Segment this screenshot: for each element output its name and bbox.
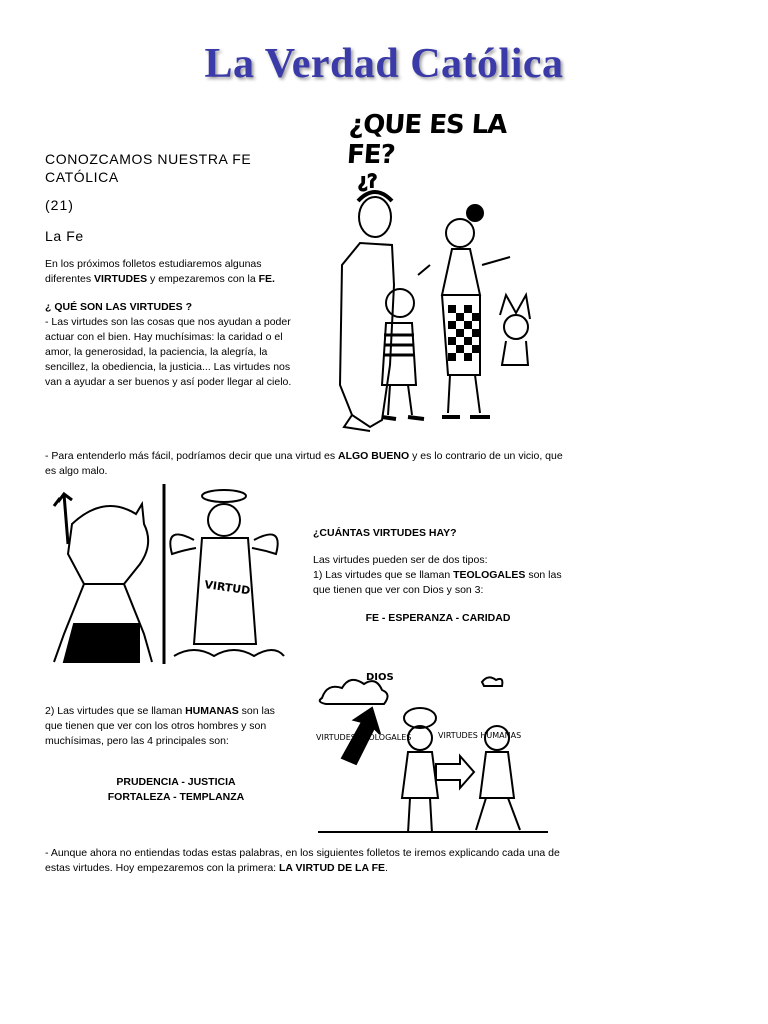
teologales-bold: TEOLOGALES: [453, 569, 526, 581]
section-heading: CONOZCAMOS NUESTRA FE CATÓLICA: [45, 151, 252, 185]
page-title: La Verdad Católica: [204, 41, 564, 87]
closing-paragraph: [45, 846, 565, 876]
line2-text-2: son las que tienen que ver con Dios y son 3:: [313, 569, 562, 596]
illustration-caption: ¿QUE ES LA FE?: [345, 110, 508, 170]
dios-label: DIOS: [366, 672, 394, 683]
intro-text-2: y empezaremos con la: [147, 273, 259, 285]
humanas-label: VIRTUDES HUMANAS: [438, 731, 522, 740]
closing-bold: LA VIRTUD DE LA FE: [279, 862, 385, 874]
easier-paragraph: [45, 449, 565, 479]
virtues-types-illustration: [312, 668, 552, 838]
easier-text: - Para entenderlo más fácil, podríamos decir que una virtud es: [45, 450, 338, 462]
closing-text: - Aunque ahora no entiendas todas estas palabras, en los siguientes folletos te iremos explicando cada una de estas virtudes. Hoy empezaremos con la primera:: [45, 847, 560, 874]
intro-text: En los próximos folletos estudiaremos algunas diferentes: [45, 258, 262, 285]
closing-period: .: [385, 862, 388, 874]
question-what-virtues: ¿ QUÉ SON LAS VIRTUDES ?: [45, 301, 193, 313]
teologales-label: VIRTUDES TEOLOGALES: [316, 733, 412, 742]
question-how-many: ¿CUÁNTAS VIRTUDES HAY?: [313, 527, 457, 539]
question-faith-illustration: [330, 165, 550, 440]
intro-paragraph: [45, 257, 295, 287]
line2-text: 1) Las virtudes que se llaman: [313, 569, 454, 581]
humanas-bold: HUMANAS: [185, 705, 239, 717]
subheading: La Fe: [45, 228, 84, 244]
theological-list: FE - ESPERANZA - CARIDAD: [365, 612, 511, 624]
human-text-2: son las que tienen que ver con los otros hombres y son muchísimas, pero las 4 principales son:: [45, 705, 275, 747]
intro-bold-virtudes: VIRTUDES: [94, 273, 148, 285]
easier-text-2: y es lo contrario de un vicio, que es algo malo.: [45, 450, 563, 477]
easier-bold: ALGO BUENO: [338, 450, 410, 462]
devil-label: PECADO: [84, 542, 124, 559]
human-paragraph: [45, 704, 295, 749]
how-many-line2: [313, 568, 573, 598]
svg-text:¿?: ¿?: [358, 171, 378, 192]
angel-label: VIRTUD: [203, 578, 252, 598]
how-many-line1: Las virtudes pueden ser de dos tipos:: [313, 554, 488, 566]
human-text: 2) Las virtudes que se llaman: [45, 705, 186, 717]
what-virtues-text: - Las virtudes son las cosas que nos ayudan a poder actuar con el bien. Hay muchísimas: la caridad o el amor, la generosidad, la paciencia, la alegría, la sencillez, la obediencia, la justicia... Las virtudes nos van a ayudar a ser buenos y así poder llegar al cielo.: [45, 316, 292, 388]
intro-bold-fe: FE.: [258, 273, 275, 285]
issue-number: (21): [45, 197, 74, 213]
cardinal-list-1: PRUDENCIA - JUSTICIA: [116, 776, 236, 788]
cardinal-list-2: FORTALEZA - TEMPLANZA: [107, 791, 245, 803]
vice-vs-virtue-illustration: [44, 484, 289, 666]
